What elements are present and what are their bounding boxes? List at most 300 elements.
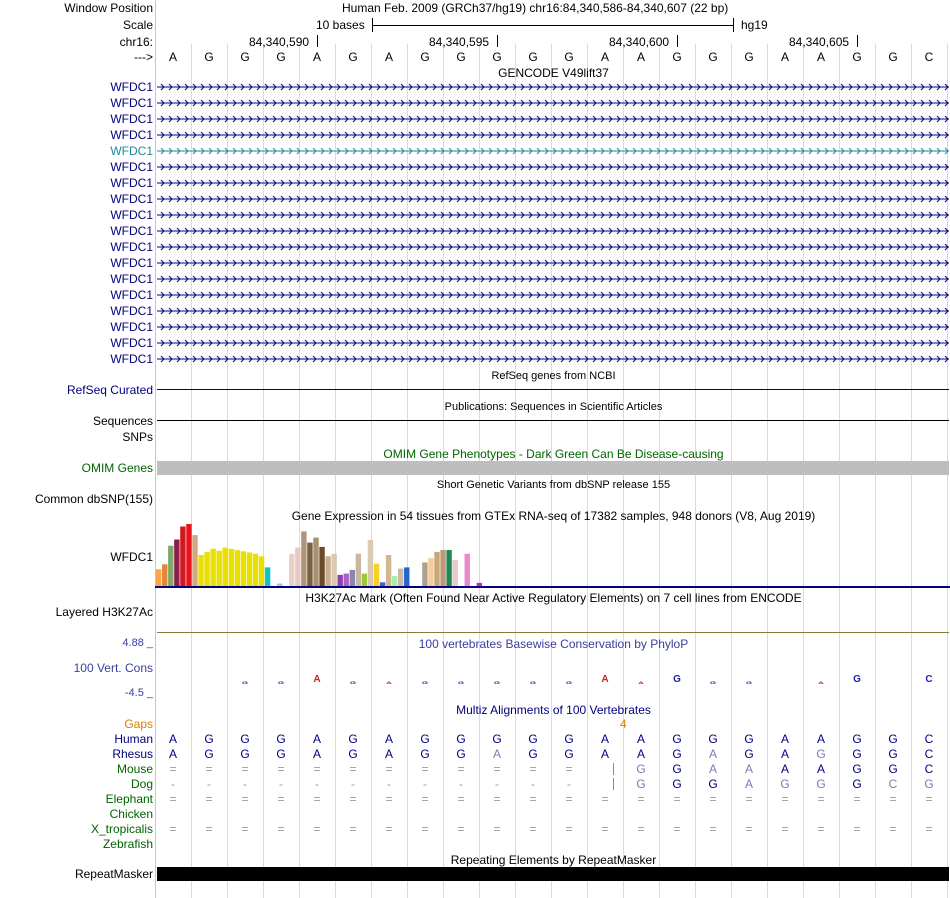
- multiz-base: =: [421, 792, 429, 806]
- multiz-base: G: [888, 747, 898, 761]
- phylop-base-glyph: G: [349, 680, 357, 686]
- multiz-base: A: [168, 732, 177, 746]
- position-tick: [317, 35, 318, 47]
- gencode-transcript-line[interactable]: [157, 337, 949, 349]
- gtex-tissue-bar: [446, 550, 451, 586]
- repeatmasker-bar[interactable]: [157, 867, 949, 881]
- multiz-species-label[interactable]: Dog: [130, 777, 153, 791]
- gtex-tissue-bar: [223, 548, 228, 586]
- gtex-tissue-bar: [325, 556, 330, 586]
- gtex-tissue-bar: [440, 550, 445, 586]
- multiz-base: =: [673, 822, 681, 836]
- multiz-base: =: [925, 792, 933, 806]
- gencode-transcript-label[interactable]: WFDC1: [110, 352, 153, 366]
- gtex-bottom-border: [155, 586, 950, 588]
- phylop-track-label[interactable]: 100 Vert. Cons: [73, 661, 153, 675]
- multiz-base: =: [853, 792, 861, 806]
- multiz-base: =: [745, 792, 753, 806]
- phylop-base-glyph: C: [925, 674, 933, 685]
- gtex-track-title: Gene Expression in 54 tissues from GTEx RNA-seq of 17382 samples, 948 donors (V8, Aug 2019): [291, 509, 816, 523]
- phylop-base-glyph: G: [457, 680, 465, 686]
- multiz-base: =: [241, 822, 249, 836]
- gencode-transcript-label[interactable]: WFDC1: [110, 128, 153, 142]
- gencode-transcript-label[interactable]: WFDC1: [110, 208, 153, 222]
- multiz-species-label[interactable]: X_tropicalis: [90, 822, 153, 836]
- gtex-tissue-bar: [235, 550, 240, 586]
- multiz-base: =: [745, 822, 753, 836]
- multiz-base: =: [493, 762, 501, 776]
- gencode-transcript-line[interactable]: [157, 81, 949, 93]
- reference-base: A: [168, 50, 177, 64]
- multiz-base: G: [348, 747, 358, 761]
- gtex-tissue-bar: [368, 540, 373, 586]
- multiz-base: G: [564, 747, 574, 761]
- gencode-transcript-label[interactable]: WFDC1: [110, 336, 153, 350]
- multiz-base: =: [565, 792, 573, 806]
- gtex-tissue-bar: [313, 538, 318, 586]
- phylop-base-glyph: A: [386, 680, 392, 686]
- multiz-base: =: [457, 762, 465, 776]
- phylop-base-glyph: G: [673, 674, 681, 685]
- gtex-tissue-bar: [319, 547, 324, 586]
- phylop-base-glyph: A: [601, 674, 609, 685]
- multiz-species-label[interactable]: Mouse: [116, 762, 153, 776]
- multiz-base: G: [672, 777, 682, 791]
- gtex-tissue-bar: [247, 553, 252, 586]
- position-tick: [497, 35, 498, 47]
- reference-base: G: [276, 50, 286, 64]
- gtex-tissue-bar: [356, 554, 361, 586]
- gencode-transcript-label[interactable]: WFDC1: [110, 112, 153, 126]
- phylop-ymax: 4.88 _: [122, 637, 153, 649]
- multiz-base: =: [457, 792, 465, 806]
- multiz-base: -: [279, 777, 283, 791]
- gencode-transcript-line[interactable]: [157, 257, 949, 269]
- phylop-base-glyph: G: [493, 680, 501, 686]
- gencode-transcript-label[interactable]: WFDC1: [110, 224, 153, 238]
- gtex-tissue-bar: [156, 569, 161, 586]
- omim-gene-bar[interactable]: [157, 461, 949, 475]
- reference-base: G: [852, 50, 862, 64]
- multiz-base: G: [816, 777, 826, 791]
- multiz-base: G: [780, 777, 790, 791]
- position-tick-label: 84,340,605: [789, 35, 850, 49]
- phylop-base-glyph: G: [565, 680, 573, 686]
- gtex-tissue-bar: [289, 554, 294, 586]
- multiz-base: G: [672, 762, 682, 776]
- gtex-tissue-bar: [398, 569, 403, 586]
- window-position-label: Window Position: [64, 1, 153, 15]
- multiz-base: G: [888, 732, 898, 746]
- multiz-base: =: [169, 792, 177, 806]
- multiz-base: =: [277, 822, 285, 836]
- multiz-base: -: [315, 777, 319, 791]
- multiz-base: G: [564, 732, 574, 746]
- phylop-track-title: 100 vertebrates Basewise Conservation by PhyloP: [418, 637, 689, 651]
- reference-base: A: [600, 50, 609, 64]
- reference-base: G: [744, 50, 754, 64]
- gencode-transcript-label[interactable]: WFDC1: [110, 240, 153, 254]
- gencode-transcript-line[interactable]: [157, 289, 949, 301]
- multiz-base: G: [852, 762, 862, 776]
- label-column-border: [155, 0, 156, 898]
- multiz-species-label[interactable]: Elephant: [105, 792, 153, 806]
- multiz-base: A: [744, 777, 753, 791]
- refseq-track-label[interactable]: RefSeq Curated: [66, 383, 153, 397]
- multiz-base: G: [204, 747, 214, 761]
- position-tick-label: 84,340,595: [429, 35, 490, 49]
- multiz-base: A: [708, 747, 717, 761]
- gtex-tissue-bar: [404, 567, 409, 586]
- scale-bar: [372, 18, 734, 32]
- gtex-tissue-bar: [350, 570, 355, 586]
- multiz-base: A: [384, 747, 393, 761]
- multiz-base: A: [816, 762, 825, 776]
- multiz-base: G: [816, 747, 826, 761]
- publications-track-label[interactable]: Sequences: [92, 414, 153, 428]
- multiz-base: G: [456, 747, 466, 761]
- scale-assembly: hg19: [741, 18, 768, 32]
- multiz-base: A: [600, 732, 609, 746]
- reference-base: G: [456, 50, 466, 64]
- gtex-tissue-bar: [452, 560, 457, 586]
- multiz-base: =: [205, 822, 213, 836]
- gencode-transcript-line[interactable]: [157, 225, 949, 237]
- multiz-base: G: [492, 732, 502, 746]
- gencode-track-title: GENCODE V49lift37: [498, 66, 609, 80]
- gencode-transcript-line[interactable]: [157, 241, 949, 253]
- multiz-base: =: [565, 822, 573, 836]
- multiz-base: =: [925, 822, 933, 836]
- gencode-transcript-line[interactable]: [157, 209, 949, 221]
- gtex-tissue-bar: [434, 552, 439, 586]
- multiz-base: =: [529, 762, 537, 776]
- multiz-base: -: [243, 777, 247, 791]
- gencode-transcript-line[interactable]: [157, 273, 949, 285]
- phylop-base-glyph: G: [529, 680, 537, 686]
- phylop-conservation-plot[interactable]: [155, 662, 950, 692]
- multiz-base: A: [780, 762, 789, 776]
- multiz-base: C: [924, 762, 934, 776]
- multiz-species-label[interactable]: Rhesus: [112, 747, 153, 761]
- multiz-base: =: [529, 792, 537, 806]
- chrom-label: chr16:: [119, 35, 153, 49]
- multiz-base: A: [780, 732, 789, 746]
- multiz-base: G: [240, 747, 250, 761]
- phylop-base-glyph: G: [241, 680, 249, 686]
- multiz-base: G: [240, 732, 250, 746]
- reference-base: A: [816, 50, 825, 64]
- multiz-base: A: [744, 762, 753, 776]
- multiz-base: A: [636, 747, 645, 761]
- reference-base: A: [636, 50, 645, 64]
- gencode-transcript-label[interactable]: WFDC1: [110, 96, 153, 110]
- phylop-base-glyph: A: [313, 674, 321, 685]
- multiz-base: -: [171, 777, 175, 791]
- multiz-base: =: [817, 792, 825, 806]
- multiz-base: G: [204, 732, 214, 746]
- reference-base: G: [492, 50, 502, 64]
- phylop-base-glyph: G: [421, 680, 429, 686]
- reference-base: G: [672, 50, 682, 64]
- omim-track-title: OMIM Gene Phenotypes - Dark Green Can Be Disease-causing: [383, 447, 724, 461]
- gencode-transcript-line[interactable]: [157, 321, 949, 333]
- h3k27ac-track-title: H3K27Ac Mark (Often Found Near Active Regulatory Elements) on 7 cell lines from ENCODE: [305, 591, 802, 605]
- gtex-tissue-bar: [229, 549, 234, 586]
- multiz-base: =: [493, 822, 501, 836]
- reference-base: G: [420, 50, 430, 64]
- gtex-tissue-bar: [168, 546, 173, 586]
- multiz-base: =: [241, 762, 249, 776]
- gtex-tissue-bar: [265, 567, 270, 586]
- gtex-tissue-bar: [162, 564, 167, 586]
- multiz-base: A: [312, 747, 321, 761]
- reference-base: G: [204, 50, 214, 64]
- gtex-tissue-bar: [465, 554, 470, 586]
- multiz-base: =: [169, 822, 177, 836]
- phylop-base-glyph: A: [818, 680, 824, 686]
- position-tick-label: 84,340,590: [249, 35, 310, 49]
- multiz-track-title: Multiz Alignments of 100 Vertebrates: [456, 703, 651, 717]
- gtex-tissue-bar: [217, 551, 222, 586]
- gencode-transcript-label[interactable]: WFDC1: [110, 144, 153, 158]
- gtex-tissue-bar: [259, 556, 264, 586]
- multiz-base: =: [457, 822, 465, 836]
- gencode-transcript-label[interactable]: WFDC1: [110, 272, 153, 286]
- multiz-base: G: [744, 732, 754, 746]
- multiz-base: G: [456, 732, 466, 746]
- multiz-base: A: [816, 732, 825, 746]
- multiz-base: =: [313, 822, 321, 836]
- multiz-base: -: [495, 777, 499, 791]
- gencode-transcript-label[interactable]: WFDC1: [110, 192, 153, 206]
- multiz-base: =: [493, 792, 501, 806]
- gtex-tissue-bar: [204, 552, 209, 586]
- publications-track-title: Publications: Sequences in Scientific Articles: [444, 401, 663, 413]
- position-tick: [677, 35, 678, 47]
- gtex-track-label[interactable]: WFDC1: [110, 550, 153, 564]
- multiz-base: A: [384, 732, 393, 746]
- gencode-transcript-line[interactable]: [157, 161, 949, 173]
- position-tick-label: 84,340,600: [609, 35, 670, 49]
- phylop-base-glyph: G: [745, 680, 753, 686]
- publications-line[interactable]: [157, 420, 949, 421]
- multiz-base: -: [351, 777, 355, 791]
- multiz-species-label[interactable]: Zebrafish: [102, 837, 153, 851]
- multiz-base: -: [459, 777, 463, 791]
- gtex-tissue-bar: [198, 555, 203, 586]
- gtex-expression-chart[interactable]: [155, 522, 950, 588]
- multiz-base: G: [852, 777, 862, 791]
- multiz-base: =: [241, 792, 249, 806]
- gtex-tissue-bar: [392, 576, 397, 586]
- multiz-base: C: [924, 732, 934, 746]
- multiz-base: =: [529, 822, 537, 836]
- refseq-track-title: RefSeq genes from NCBI: [491, 370, 616, 382]
- multiz-base: G: [744, 747, 754, 761]
- gtex-tissue-bar: [331, 554, 336, 586]
- gtex-tissue-bar: [428, 558, 433, 586]
- reference-base: A: [780, 50, 789, 64]
- multiz-base: =: [349, 792, 357, 806]
- multiz-base: C: [888, 777, 898, 791]
- gtex-tissue-bar: [422, 562, 427, 586]
- multiz-base: =: [817, 822, 825, 836]
- gtex-tissue-bar: [174, 540, 179, 587]
- multiz-base: G: [672, 732, 682, 746]
- multiz-gap-count: 4: [620, 717, 627, 731]
- gtex-tissue-bar: [295, 548, 300, 586]
- multiz-base: =: [277, 792, 285, 806]
- gencode-transcript-line[interactable]: [157, 145, 949, 157]
- gtex-tissue-bar: [344, 574, 349, 586]
- multiz-base: C: [924, 747, 934, 761]
- multiz-base: =: [385, 822, 393, 836]
- gencode-transcript-label[interactable]: WFDC1: [110, 176, 153, 190]
- dbsnp-track-title: Short Genetic Variants from dbSNP release 155: [436, 479, 671, 491]
- multiz-base: G: [528, 747, 538, 761]
- multiz-base: A: [312, 732, 321, 746]
- multiz-base: G: [636, 762, 646, 776]
- phylop-base-glyph: G: [709, 680, 717, 686]
- gencode-transcript-line[interactable]: [157, 193, 949, 205]
- multiz-base: =: [313, 762, 321, 776]
- multiz-base: =: [349, 822, 357, 836]
- multiz-base: =: [277, 762, 285, 776]
- multiz-base: G: [420, 732, 430, 746]
- gtex-tissue-bar: [241, 551, 246, 586]
- window-position-text: Human Feb. 2009 (GRCh37/hg19) chr16:84,340,586-84,340,607 (22 bp): [342, 1, 729, 15]
- gtex-tissue-bar: [338, 575, 343, 586]
- multiz-base: =: [637, 822, 645, 836]
- phylop-ymin: -4.5 _: [124, 687, 153, 699]
- multiz-base: =: [313, 792, 321, 806]
- h3k27ac-track-label[interactable]: Layered H3K27Ac: [55, 605, 153, 619]
- gencode-transcript-line[interactable]: [157, 353, 949, 365]
- multiz-base: G: [708, 777, 718, 791]
- scale-label: Scale: [122, 18, 153, 32]
- multiz-base: G: [672, 747, 682, 761]
- multiz-base: A: [492, 747, 501, 761]
- gtex-tissue-bar: [307, 543, 312, 586]
- reference-base: A: [384, 50, 393, 64]
- reference-base: G: [564, 50, 574, 64]
- gencode-transcript-line[interactable]: [157, 177, 949, 189]
- multiz-base: =: [601, 822, 609, 836]
- multiz-base: =: [349, 762, 357, 776]
- multiz-base: -: [567, 777, 571, 791]
- scale-text: 10 bases: [316, 18, 365, 32]
- multiz-base: A: [636, 732, 645, 746]
- reference-base: G: [240, 50, 250, 64]
- multiz-gap-marker: [613, 763, 614, 775]
- multiz-base: G: [708, 732, 718, 746]
- multiz-base: A: [708, 762, 717, 776]
- reference-base: C: [924, 50, 934, 64]
- multiz-base: G: [852, 732, 862, 746]
- multiz-species-label[interactable]: Chicken: [109, 807, 153, 821]
- gencode-transcript-label[interactable]: WFDC1: [110, 288, 153, 302]
- gtex-tissue-bar: [416, 531, 421, 586]
- multiz-species-label[interactable]: Human: [114, 732, 153, 746]
- multiz-base: =: [853, 822, 861, 836]
- gencode-transcript-label[interactable]: WFDC1: [110, 304, 153, 318]
- gencode-transcript-line[interactable]: [157, 305, 949, 317]
- omim-track-label[interactable]: OMIM Genes: [81, 461, 153, 475]
- gencode-transcript-line[interactable]: [157, 129, 949, 141]
- multiz-base: =: [709, 822, 717, 836]
- position-tick: [857, 35, 858, 47]
- multiz-base: G: [636, 777, 646, 791]
- multiz-base: -: [531, 777, 535, 791]
- multiz-base: G: [852, 747, 862, 761]
- strand-label: --->: [134, 50, 153, 64]
- reference-base: G: [888, 50, 898, 64]
- gtex-tissue-bar: [386, 555, 391, 586]
- gencode-transcript-label[interactable]: WFDC1: [110, 80, 153, 94]
- multiz-base: =: [385, 762, 393, 776]
- multiz-base: G: [420, 747, 430, 761]
- multiz-base: G: [276, 747, 286, 761]
- multiz-base: =: [601, 792, 609, 806]
- multiz-gap-marker: [613, 778, 614, 790]
- reference-base: G: [528, 50, 538, 64]
- gencode-transcript-line[interactable]: [157, 97, 949, 109]
- gtex-tissue-bar: [210, 549, 215, 586]
- multiz-base: -: [423, 777, 427, 791]
- gtex-tissue-bar: [362, 574, 367, 586]
- gtex-tissue-bar: [180, 526, 185, 586]
- repeatmasker-track-label[interactable]: RepeatMasker: [74, 867, 153, 881]
- gtex-tissue-bar: [374, 564, 379, 586]
- phylop-base-glyph: G: [853, 674, 861, 685]
- multiz-base: G: [924, 777, 934, 791]
- multiz-base: G: [276, 732, 286, 746]
- multiz-base: A: [168, 747, 177, 761]
- repeatmasker-track-title: Repeating Elements by RepeatMasker: [450, 853, 657, 867]
- gtex-tissue-bar: [192, 535, 197, 586]
- multiz-base: -: [387, 777, 391, 791]
- multiz-base: =: [385, 792, 393, 806]
- refseq-gene-line[interactable]: [157, 389, 949, 390]
- multiz-base: A: [600, 747, 609, 761]
- reference-base: G: [708, 50, 718, 64]
- snps-track-label[interactable]: SNPs: [122, 430, 153, 444]
- multiz-base: =: [637, 792, 645, 806]
- multiz-base: =: [709, 792, 717, 806]
- multiz-base: =: [565, 762, 573, 776]
- reference-base: A: [312, 50, 321, 64]
- multiz-base: =: [889, 792, 897, 806]
- gencode-transcript-line[interactable]: [157, 113, 949, 125]
- multiz-base: -: [207, 777, 211, 791]
- multiz-base: =: [169, 762, 177, 776]
- gencode-transcript-label[interactable]: WFDC1: [110, 320, 153, 334]
- multiz-base: =: [781, 792, 789, 806]
- gtex-tissue-bar: [186, 524, 191, 586]
- dbsnp-track-label[interactable]: Common dbSNP(155): [34, 492, 153, 506]
- phylop-base-glyph: A: [638, 680, 644, 686]
- multiz-base: G: [888, 762, 898, 776]
- gencode-transcript-label[interactable]: WFDC1: [110, 160, 153, 174]
- multiz-gaps-label: Gaps: [124, 717, 153, 731]
- multiz-base: =: [205, 792, 213, 806]
- multiz-base: G: [348, 732, 358, 746]
- multiz-base: =: [889, 822, 897, 836]
- gtex-tissue-bar: [301, 531, 306, 586]
- gencode-transcript-label[interactable]: WFDC1: [110, 256, 153, 270]
- reference-base: G: [348, 50, 358, 64]
